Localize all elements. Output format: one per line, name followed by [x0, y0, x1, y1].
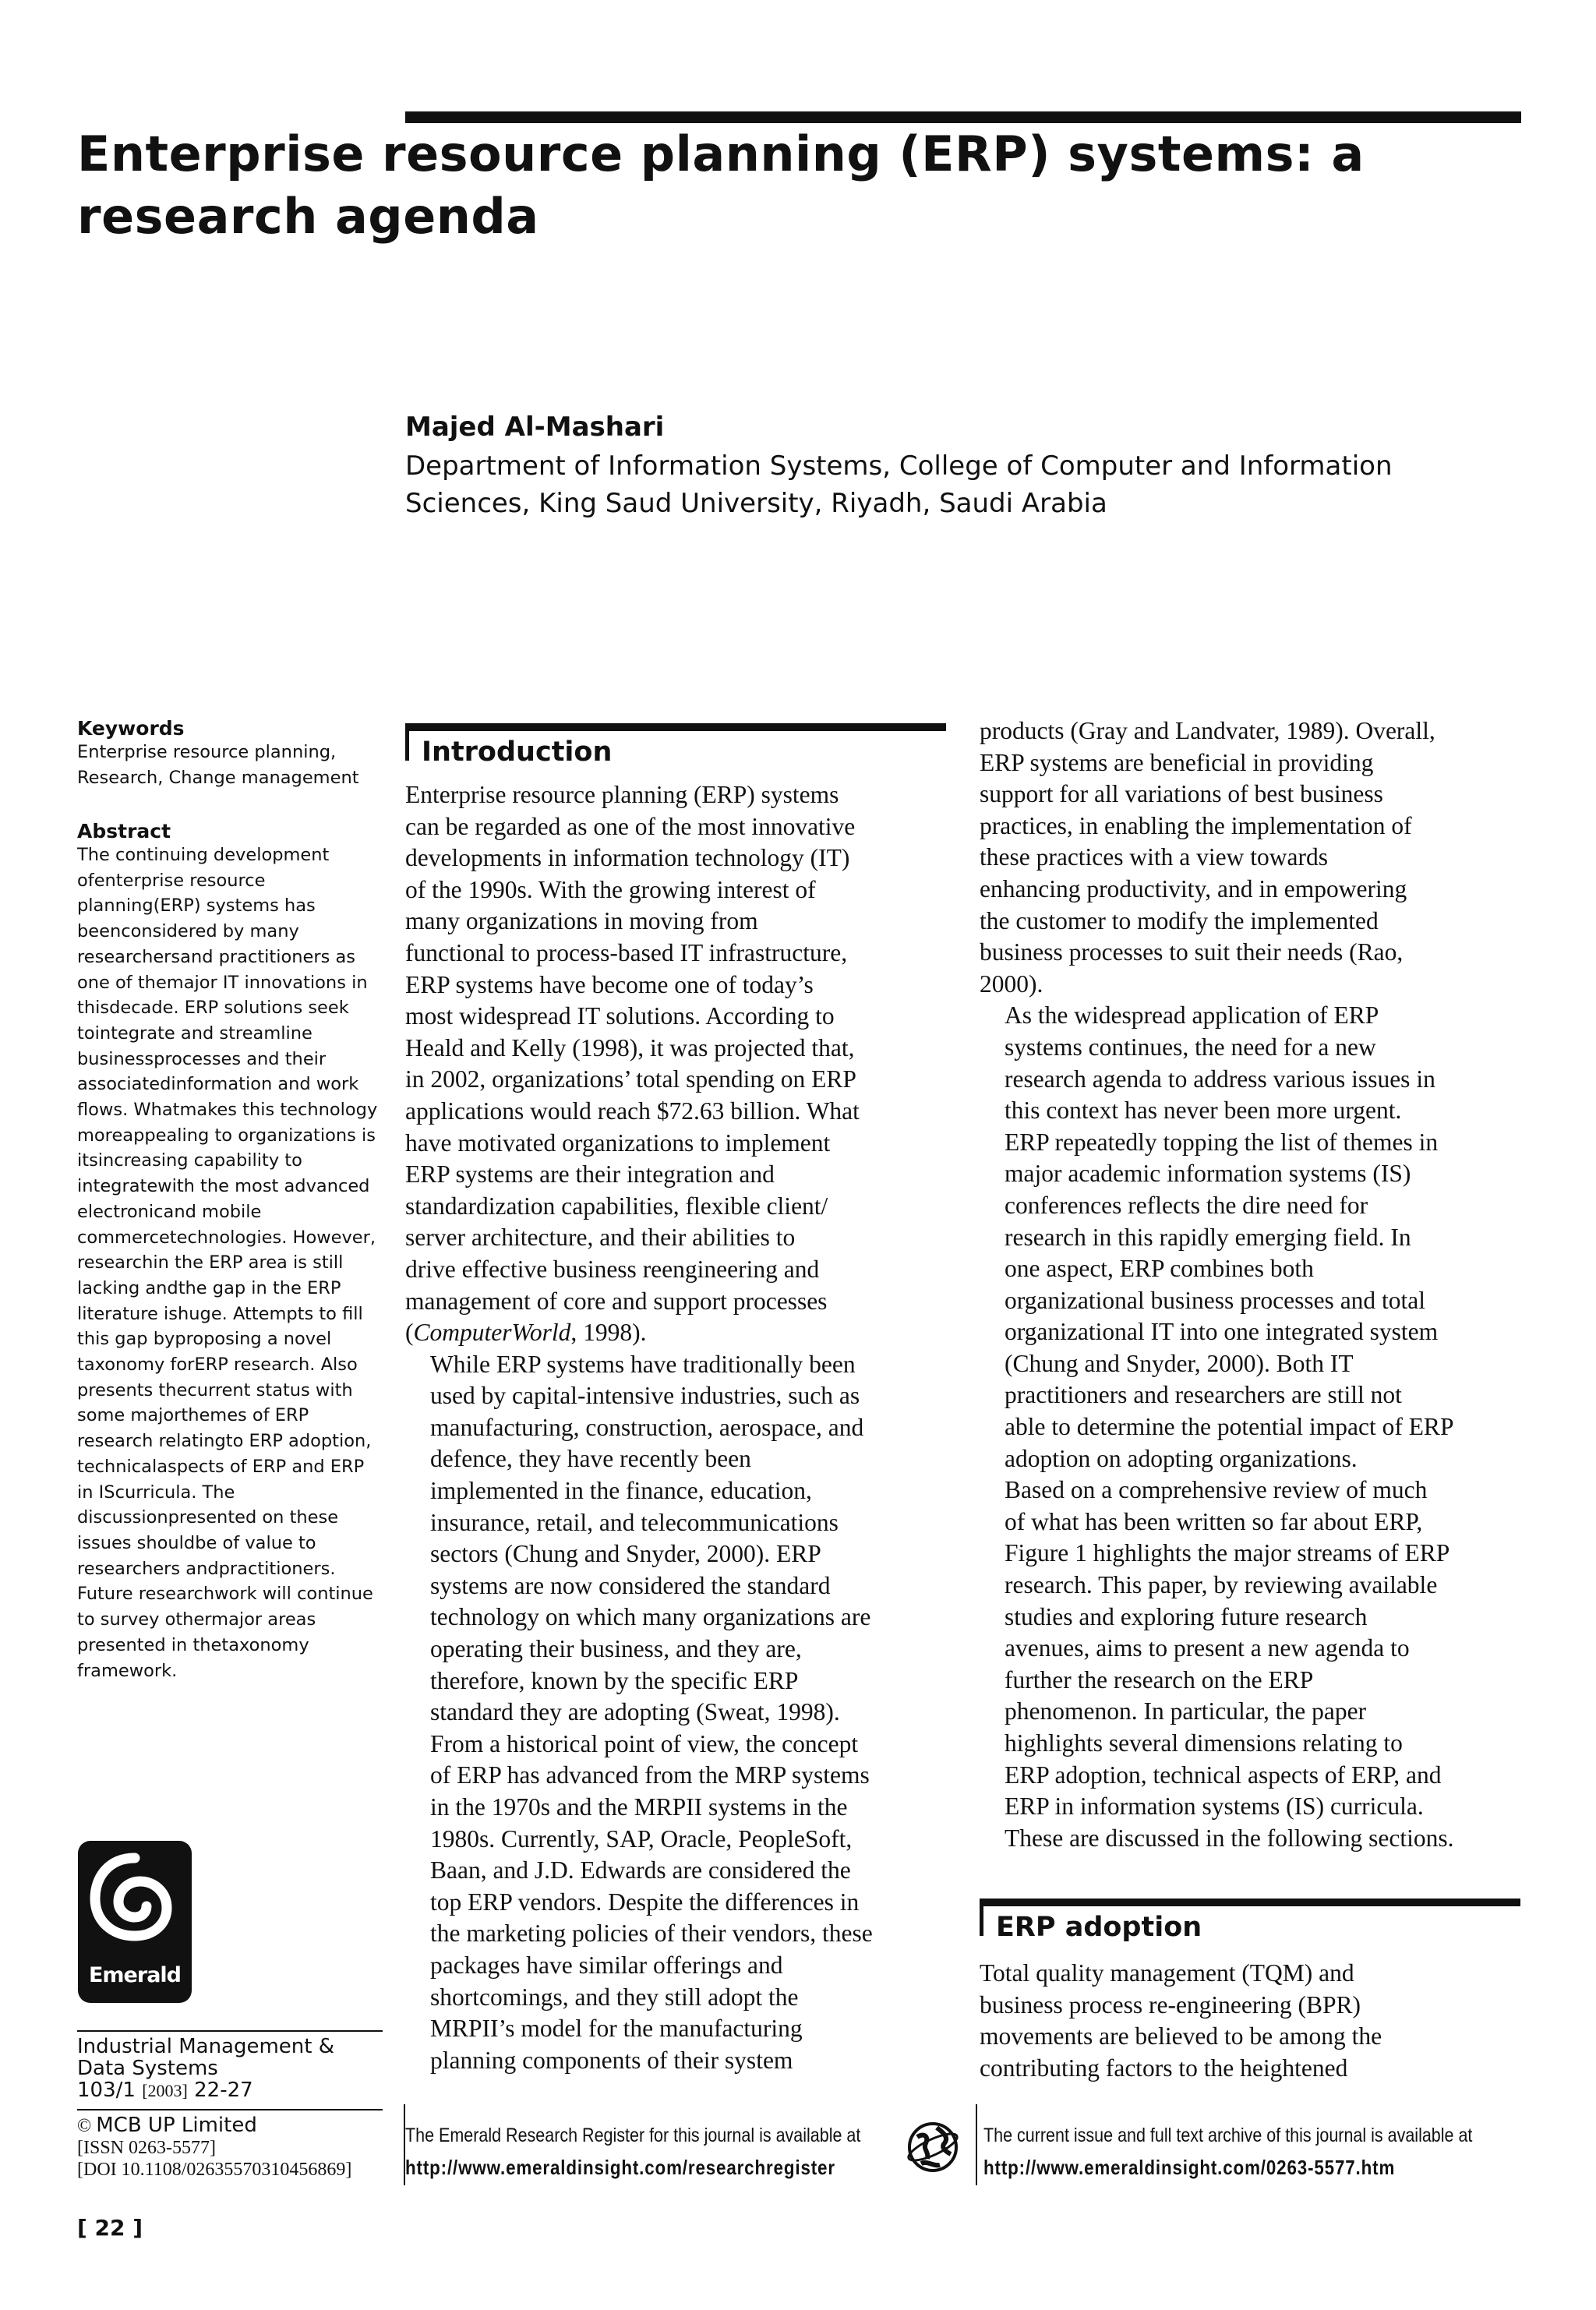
text-line: practices, in enabling the implementation of: [980, 811, 1412, 839]
footer-register-link[interactable]: http://www.emeraldinsight.com/researchregister: [405, 2156, 835, 2179]
logo-text: Emerald: [88, 1963, 181, 1987]
text-line: While ERP systems have traditionally been: [430, 1350, 856, 1378]
column-2-text: [980, 715, 1519, 1854]
journal-name-line: Industrial Management &: [77, 2035, 335, 2058]
text-line: of the 1990s. With the growing interest of: [405, 875, 816, 903]
text-line: management of core and support processes: [405, 1287, 828, 1315]
footer-archive-link[interactable]: http://www.emeraldinsight.com/0263-5577.htm: [983, 2156, 1396, 2179]
text-line: ERP systems have become one of today’s: [405, 970, 814, 998]
abstract-line: in the ERP area is still lacking and: [77, 1252, 344, 1298]
page-number: [ 22 ]: [77, 2215, 143, 2241]
text-line: most widespread IT solutions. According to: [405, 1002, 835, 1030]
text-line: major academic information systems (IS): [1005, 1160, 1411, 1188]
text-line: avenues, aims to present a new agenda to: [1005, 1634, 1410, 1662]
text-line: have motivated organizations to implement: [405, 1129, 831, 1157]
keywords-text: [77, 740, 385, 790]
text-line: movements are believed to be among the: [980, 2022, 1382, 2050]
abstract-text: [77, 842, 385, 1683]
paragraph: [405, 779, 945, 1317]
abstract-line: presented on these issues should: [77, 1507, 339, 1553]
text-line: highlights several dimensions relating to: [1005, 1729, 1403, 1757]
text-line: studies and exploring future research: [1005, 1602, 1368, 1630]
abstract-line: themes of ERP research relating: [77, 1405, 309, 1452]
text-line: of what has been written so far about ERP,: [1005, 1507, 1423, 1535]
text-line: From a historical point of view, the concept: [430, 1729, 859, 1757]
text-line: enhancing productivity, and in empowering: [980, 874, 1407, 902]
text-line: Heald and Kelly (1998), it was projected that,: [405, 1033, 855, 1061]
text-line: applications would reach $72.63 billion. What: [405, 1097, 860, 1125]
text-line: Based on a comprehensive review of much: [1005, 1476, 1428, 1504]
text-line: implemented in the finance, education,: [430, 1477, 812, 1505]
text-line: Total quality management (TQM) and: [980, 1959, 1354, 1987]
journal-info: [77, 2036, 334, 2102]
abstract-line: huge. Attempts to fill this gap by: [77, 1303, 363, 1350]
keywords-heading: Keywords: [77, 717, 185, 740]
copyright-symbol: ©: [77, 2116, 92, 2136]
copyright-line: [77, 2114, 351, 2137]
abstract-line: enterprise resource planning: [77, 870, 266, 917]
copyright-holder: MCB UP Limited: [96, 2114, 257, 2137]
keywords-line: Research, Change management: [77, 767, 359, 788]
text-line: products (Gray and Landvater, 1989). Overall,: [980, 717, 1435, 744]
paper-title: [77, 123, 1480, 248]
text-line: used by capital-intensive industries, such as: [430, 1382, 860, 1410]
text-line: in 2002, organizations’ total spending on ERP: [405, 1065, 856, 1093]
text-line: adoption on adopting organizations.: [1005, 1444, 1358, 1472]
text-line: defence, they have recently been: [430, 1445, 751, 1473]
text-line: Baan, and J.D. Edwards are considered the: [430, 1856, 851, 1884]
keywords-section: [77, 717, 385, 790]
abstract-line: work will continue to survey other: [77, 1584, 373, 1630]
journal-year: [2003]: [142, 2081, 188, 2100]
abstract-line: proposing a novel taxonomy for: [77, 1329, 332, 1376]
text-line: can be regarded as one of the most innovative: [405, 812, 856, 840]
text-line: contributing factors to the heightened: [980, 2054, 1348, 2082]
publication-info: [77, 2114, 351, 2181]
text-line: 1980s. Currently, SAP, Oracle, PeopleSoft,: [430, 1824, 853, 1853]
abstract-section: [77, 820, 385, 1683]
text-line: business processes to suit their needs (Rao,: [980, 938, 1404, 966]
abstract-line: with the most advanced electronic: [77, 1176, 370, 1222]
text-line: research. This paper, by reviewing available: [1005, 1571, 1438, 1599]
journal-pages: 22-27: [194, 2079, 253, 2102]
affiliation-line: Department of Information Systems, College of Computer and Information: [405, 450, 1393, 482]
text-line: systems are now considered the standard: [430, 1571, 831, 1599]
emerald-logo: [78, 1841, 192, 2003]
abstract-line: be of value to researchers and: [77, 1532, 316, 1579]
text-line: practitioners and researchers are still not: [1005, 1381, 1402, 1409]
text-line: These are discussed in the following sections.: [1005, 1824, 1454, 1852]
abstract-line: The continuing development of: [77, 845, 330, 891]
text-line: these practices with a view towards: [980, 843, 1328, 871]
abstract-line: curricula. The discussion: [77, 1482, 235, 1528]
text-line: shortcomings, and they still adopt the: [430, 1983, 799, 2011]
paragraph: [980, 1000, 1519, 1475]
abstract-line: (ERP) systems has been: [77, 895, 316, 942]
abstract-line: considered by many researchers: [77, 921, 299, 967]
text-line: the customer to modify the implemented: [980, 906, 1379, 934]
abstract-heading: Abstract: [77, 820, 171, 842]
paragraph: [980, 1958, 1519, 2084]
text-line: server architecture, and their abilities to: [405, 1224, 796, 1252]
abstract-line: increasing capability to integrate: [77, 1150, 302, 1197]
author-name: Majed Al-Mashari: [405, 411, 665, 443]
globe-icon: [906, 2120, 960, 2174]
text-line: drive effective business reengineering and: [405, 1255, 820, 1283]
abstract-line: information and work flows. What: [77, 1074, 359, 1121]
text-line: this context has never been more urgent.: [1005, 1097, 1402, 1125]
paragraph: [405, 1349, 945, 2077]
text-line: Figure 1 highlights the major streams of ERP: [1005, 1539, 1450, 1567]
text-line: sectors (Chung and Snyder, 2000). ERP: [430, 1540, 821, 1568]
abstract-line: the gap in the ERP literature is: [77, 1277, 341, 1324]
text-line: ERP systems are their integration and: [405, 1160, 775, 1189]
text-line: top ERP vendors. Despite the differences in: [430, 1888, 860, 1916]
keywords-line: Enterprise resource planning,: [77, 742, 337, 762]
erp-adoption-heading: [980, 1899, 1520, 1943]
text-line: manufacturing, construction, aerospace, and: [430, 1413, 864, 1441]
text-line: therefore, known by the specific ERP: [430, 1666, 799, 1694]
text-line: (Chung and Snyder, 2000). Both IT: [1005, 1349, 1354, 1377]
abstract-line: major areas presented in the: [77, 1609, 316, 1655]
text-line: of ERP has advanced from the MRP systems: [430, 1761, 870, 1789]
abstract-line: appealing to organizations is its: [77, 1125, 376, 1171]
abstract-line: current status with some major: [77, 1379, 353, 1426]
text-line: standard they are adopting (Sweat, 1998).: [430, 1698, 840, 1726]
section-heading-text: Introduction: [422, 736, 613, 768]
issn: [ISSN 0263-5577]: [77, 2138, 216, 2158]
doi: [DOI 10.1108/02635570310456869]: [77, 2160, 352, 2180]
footer-archive-text: The current issue and full text archive of this journal is available at: [983, 2125, 1473, 2146]
text-line: one aspect, ERP combines both: [1005, 1255, 1314, 1283]
text-line: ERP in information systems (IS) curricula.: [1005, 1793, 1424, 1821]
text-line: MRPII’s model for the manufacturing: [430, 2015, 803, 2043]
text-line: technology on which many organizations are: [430, 1603, 871, 1631]
abstract-line: to ERP adoption, technical: [77, 1431, 372, 1477]
text-line: research agenda to address various issues in: [1005, 1065, 1435, 1093]
journal-divider: [77, 2109, 383, 2110]
text-line: the marketing policies of their vendors, these: [430, 1920, 873, 1948]
text-line: developments in information technology (IT): [405, 844, 850, 872]
paragraph: [980, 715, 1519, 1000]
introduction-heading: [405, 723, 946, 768]
abstract-line: practitioners. Future research: [77, 1558, 336, 1605]
author-affiliation: [405, 447, 1496, 522]
abstract-line: integrate and streamline business: [77, 1023, 312, 1069]
abstract-line: makes this technology more: [77, 1100, 378, 1146]
footer-register-text: The Emerald Research Register for this journal is available at: [405, 2125, 861, 2146]
text-line: standardization capabilities, flexible client/: [405, 1192, 828, 1220]
title-line: research agenda: [77, 188, 539, 245]
column-1-text: [405, 779, 945, 2076]
text-line: organizational IT into one integrated system: [1005, 1318, 1439, 1346]
text-line: organizational business processes and total: [1005, 1286, 1426, 1314]
text-line: conferences reflects the dire need for: [1005, 1191, 1368, 1219]
text-line: planning components of their system: [430, 2046, 793, 2074]
citation-italic: ComputerWorld: [413, 1319, 571, 1347]
text-line: ERP repeatedly topping the list of themes in: [1005, 1128, 1439, 1156]
affiliation-line: Sciences, King Saud University, Riyadh, Saudi Arabia: [405, 488, 1107, 519]
abstract-line: aspects of ERP and ERP in IS: [77, 1456, 365, 1503]
text-line: phenomenon. In particular, the paper: [1005, 1697, 1367, 1725]
abstract-line: and mobile commerce: [77, 1201, 262, 1248]
text-line: ERP systems are beneficial in providing: [980, 748, 1374, 776]
text-line: Enterprise resource planning (ERP) systems: [405, 781, 839, 808]
abstract-line: processes and their associated: [77, 1048, 327, 1095]
emerald-swirl-icon: [78, 1841, 192, 1958]
section-heading-text: ERP adoption: [996, 1912, 1202, 1943]
text-line: many organizations in moving from: [405, 907, 758, 935]
journal-volume: 103/1: [77, 2079, 136, 2102]
text-line: As the widespread application of ERP: [1005, 1001, 1379, 1030]
text-line: further the research on the ERP: [1005, 1665, 1314, 1694]
footer-divider: [976, 2104, 977, 2185]
abstract-line: decade. ERP solutions seek to: [77, 998, 349, 1044]
citation-open: (: [405, 1319, 414, 1347]
text-line: in the 1970s and the MRPII systems in the: [430, 1793, 848, 1821]
paragraph-end-line: [405, 1317, 945, 1349]
text-line: insurance, retail, and telecommunications: [430, 1508, 839, 1536]
text-line: operating their business, and they are,: [430, 1635, 802, 1663]
text-line: business process re-engineering (BPR): [980, 1990, 1361, 2019]
citation-close: , 1998).: [570, 1319, 647, 1347]
title-rule: [405, 111, 1521, 123]
abstract-line: taxonomy framework.: [77, 1634, 309, 1681]
text-line: 2000).: [980, 970, 1043, 998]
text-line: able to determine the potential impact of ERP: [1005, 1413, 1454, 1441]
text-line: packages have similar offerings and: [430, 1951, 783, 1979]
text-line: ERP adoption, technical aspects of ERP, and: [1005, 1761, 1442, 1789]
text-line: systems continues, the need for a new: [1005, 1033, 1376, 1061]
journal-divider: [77, 2030, 383, 2032]
text-line: support for all variations of best business: [980, 780, 1383, 808]
text-line: functional to process-based IT infrastructure,: [405, 938, 848, 966]
journal-issue: [77, 2079, 334, 2102]
column-2-continued: [980, 1958, 1519, 2084]
abstract-line: and practitioners as one of the: [77, 946, 355, 993]
text-line: research in this rapidly emerging field. In: [1005, 1223, 1411, 1251]
abstract-line: technologies. However, research: [77, 1227, 376, 1273]
paragraph: [980, 1475, 1519, 1854]
journal-name-line: Data Systems: [77, 2057, 218, 2080]
title-line: Enterprise resource planning (ERP) systems: a: [77, 125, 1365, 182]
abstract-line: ERP research. Also presents the: [77, 1355, 358, 1400]
abstract-line: major IT innovations in this: [77, 972, 368, 1019]
